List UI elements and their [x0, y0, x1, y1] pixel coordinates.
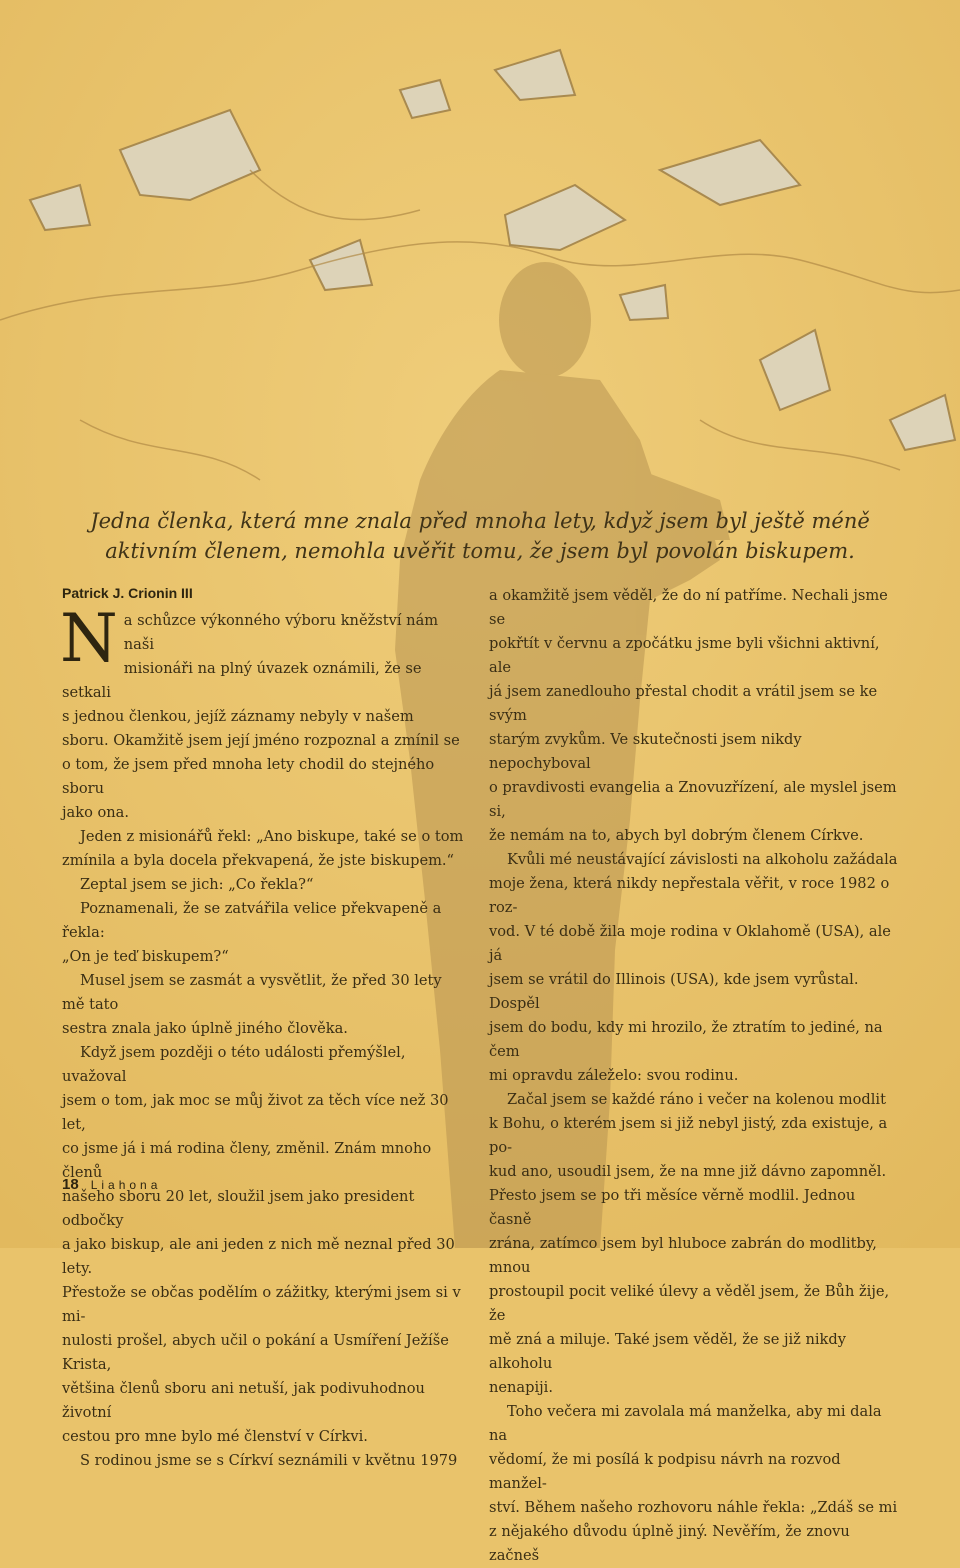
- paragraph: [489, 1400, 901, 1568]
- page-footer: [62, 1176, 161, 1193]
- text-line: moje žena, která nikdy nepřestala věřit, v roce 1982 o roz-: [489, 875, 890, 916]
- text-line: z nějakého důvodu úplně jiný. Nevěřím, že znovu začneš: [489, 1523, 850, 1564]
- text-line: Zeptal jsem se jich: „Co řekla?“: [80, 876, 314, 893]
- text-line: mě zná a miluje. Také jsem věděl, že se již nikdy alkoholu: [489, 1331, 846, 1372]
- text-line: Jeden z misionářů řekl: „Ano biskupe, také se o tom: [80, 828, 464, 845]
- drop-cap: N: [60, 600, 118, 677]
- text-line: sestra znala jako úplně jiného člověka.: [62, 1020, 348, 1037]
- text-line: co jsme já i má rodina členy, změnil. Znám mnoho členů: [62, 1140, 432, 1181]
- text-line: „On je teď biskupem?“: [62, 948, 229, 965]
- text-line: k Bohu, o kterém jsem si již nebyl jistý, zda existuje, a po-: [489, 1115, 888, 1156]
- text-line: Přesto jsem se po tři měsíce věrně modlil. Jednou časně: [489, 1187, 856, 1228]
- text-line: jsem se vrátil do Illinois (USA), kde jsem vyrůstal. Dospěl: [489, 971, 859, 1012]
- left-article-column: [60, 600, 467, 1473]
- text-line: a okamžitě jsem věděl, že do ní patříme. Nechali jsme se: [489, 587, 888, 628]
- text-line: misionáři na plný úvazek oznámili, že se setkali: [62, 660, 422, 701]
- text-line: sboru. Okamžitě jsem její jméno rozpoznal a zmínil se: [62, 732, 460, 749]
- lead-quote-line-2: aktivním členem, nemohla uvěřit tomu, že jsem byl povolán biskupem.: [105, 539, 855, 563]
- text-line: Musel jsem se zasmát a vysvětlit, že před 30 lety mě tato: [62, 972, 442, 1013]
- text-line: já jsem zanedlouho přestal chodit a vrátil jsem se ke svým: [489, 683, 878, 724]
- text-line: mi opravdu záleželo: svou rodinu.: [489, 1067, 739, 1084]
- paragraph: [62, 825, 467, 873]
- text-line: starým zvykům. Ve skutečnosti jsem nikdy nepochyboval: [489, 731, 802, 772]
- text-line: a schůzce výkonného výboru kněžství nám naši: [123, 612, 439, 653]
- page-number: 18: [62, 1176, 79, 1193]
- text-line: zrána, zatímco jsem byl hluboce zabrán do modlitby, mnou: [489, 1235, 877, 1276]
- text-line: s jednou členkou, jejíž záznamy nebyly v našem: [62, 708, 414, 725]
- paragraph: [62, 873, 467, 897]
- text-line: zmínila a byla docela překvapená, že jste biskupem.“: [62, 852, 455, 869]
- text-line: vědomí, že mi posílá k podpisu návrh na rozvod manžel-: [489, 1451, 841, 1492]
- lead-quote: [80, 506, 880, 566]
- paragraph: [62, 1449, 467, 1473]
- text-line: Kvůli mé neustávající závislosti na alkoholu zažádala: [507, 851, 898, 868]
- text-line: a jako biskup, ale ani jeden z nich mě neznal před 30 lety.: [62, 1236, 455, 1277]
- text-line: že nemám na to, abych byl dobrým členem Církve.: [489, 827, 864, 844]
- text-line: Toho večera mi zavolala má manželka, aby mi dala na: [489, 1403, 882, 1444]
- lead-quote-line-1: Jedna členka, která mne znala před mnoha lety, když jsem byl ještě méně: [90, 509, 870, 533]
- text-line: nenapiji.: [489, 1379, 553, 1396]
- paragraph: [489, 584, 901, 848]
- paragraph: [62, 897, 467, 969]
- text-line: S rodinou jsme se s Církví seznámili v květnu 1979: [80, 1452, 458, 1469]
- text-line: vod. V té době žila moje rodina v Oklahomě (USA), ale já: [489, 923, 891, 964]
- text-line: Přestože se občas podělím o zážitky, kterými jsem si v mi-: [62, 1284, 461, 1325]
- text-line: cestou pro mne bylo mé členství v Církvi.: [62, 1428, 368, 1445]
- text-line: jsem o tom, jak moc se můj život za těch více než 30 let,: [62, 1092, 449, 1133]
- text-line: Začal jsem se každé ráno i večer na kolenou modlit: [507, 1091, 886, 1108]
- magazine-name: Liahona: [90, 1178, 162, 1192]
- author-byline: Patrick J. Crionin III: [62, 585, 193, 601]
- text-line: o tom, že jsem před mnoha lety chodil do stejného sboru: [62, 756, 435, 797]
- paragraph: [62, 1041, 467, 1449]
- text-line: většina členů sboru ani netuší, jak podivuhodnou životní: [62, 1380, 425, 1421]
- text-line: nulosti prošel, abych učil o pokání a Usmíření Ježíše Krista,: [62, 1332, 449, 1373]
- paragraph: [62, 969, 467, 1041]
- text-line: pokřtít v červnu a zpočátku jsme byli všichni aktivní, ale: [489, 635, 880, 676]
- paragraph: [489, 1088, 901, 1400]
- text-line: ství. Během našeho rozhovoru náhle řekla: „Zdáš se mi: [489, 1499, 898, 1516]
- text-line: prostoupil pocit veliké úlevy a věděl jsem, že Bůh žije, že: [489, 1283, 890, 1324]
- text-line: jako ona.: [62, 804, 130, 821]
- text-line: kud ano, usoudil jsem, že na mne již dávno zapomněl.: [489, 1163, 887, 1180]
- text-line: jsem do bodu, kdy mi hrozilo, že ztratím to jediné, na čem: [489, 1019, 883, 1060]
- text-line: Poznamenali, že se zatvářila velice překvapeně a řekla:: [62, 900, 442, 941]
- text-line: našeho sboru 20 let, sloužil jsem jako president odbočky: [62, 1188, 415, 1229]
- right-article-column: [489, 584, 901, 1568]
- paragraph: [489, 848, 901, 1088]
- text-line: o pravdivosti evangelia a Znovuzřízení, ale myslel jsem si,: [489, 779, 897, 820]
- text-line: Když jsem později o této události přemýšlel, uvažoval: [62, 1044, 406, 1085]
